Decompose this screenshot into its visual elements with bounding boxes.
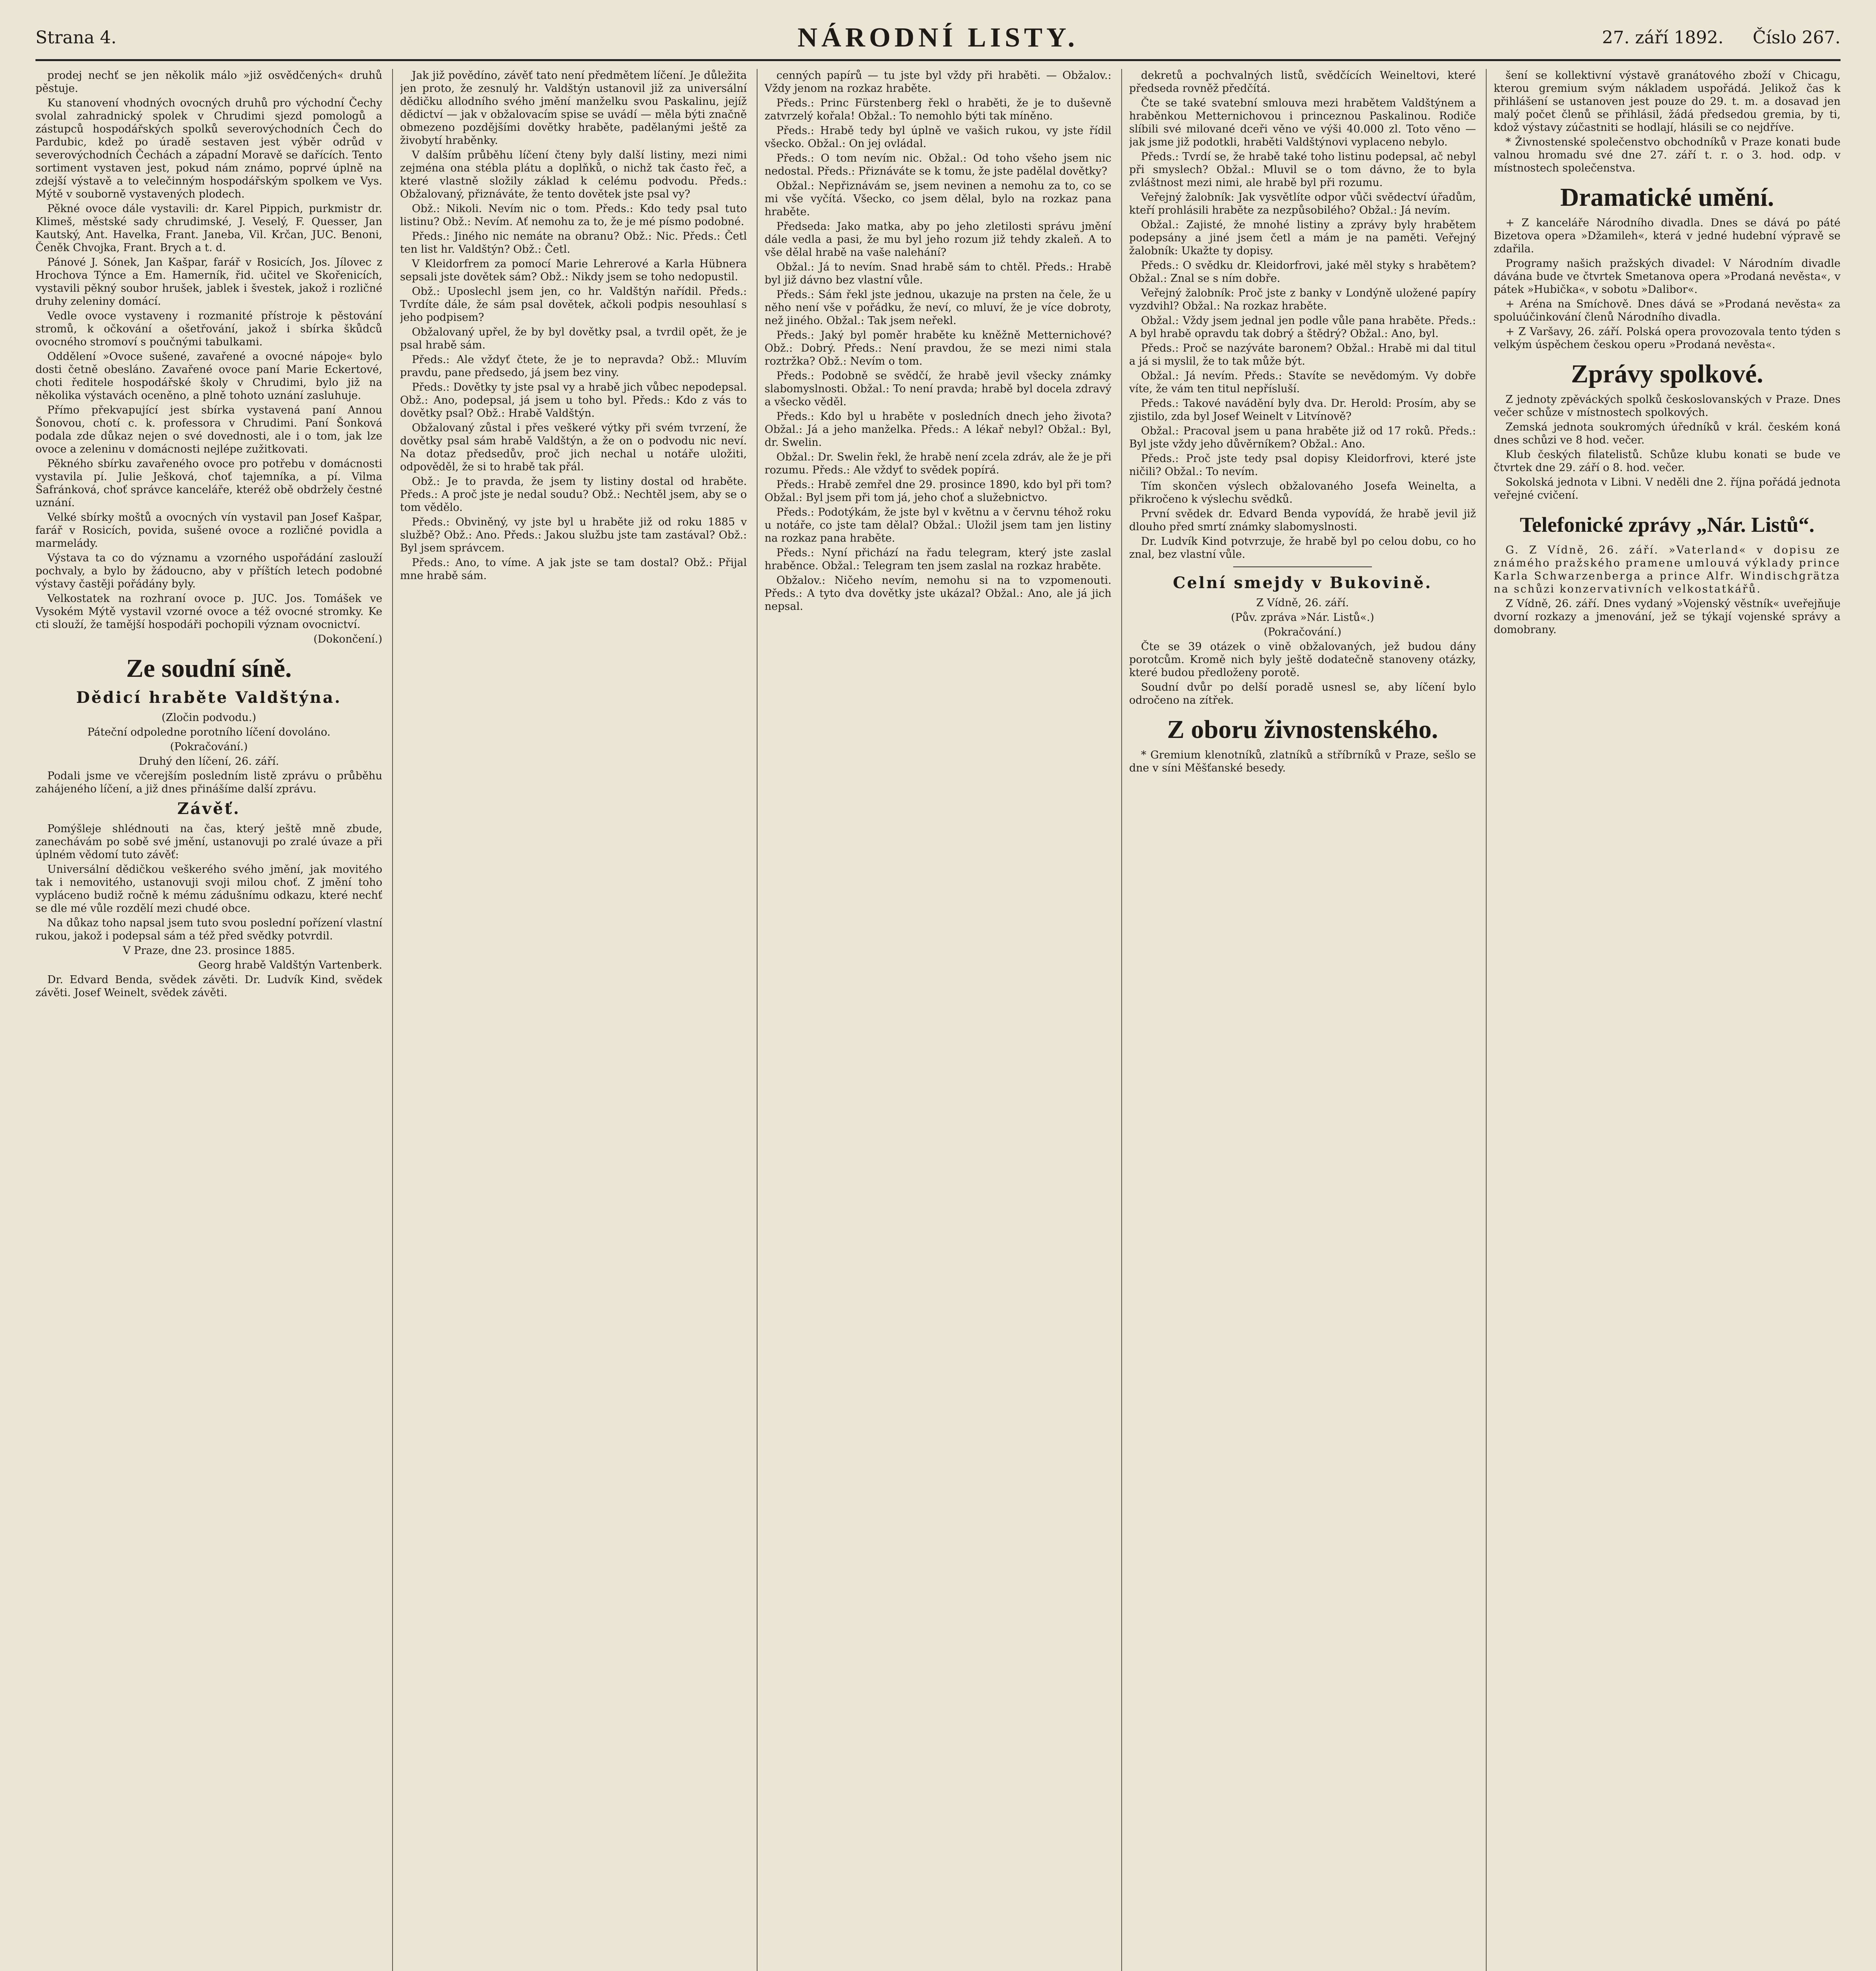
paragraph: Jak již povědíno, závěť tato není předmětem líčení. Je důležita jen proto, že zesnulý hr. Valdštýn ustanovil již za universální dědičku allodního svého jmění manželku svou Paskalinu, jejíž dědictví — jak v obžalovacím spise se uvádí — měla býti značně obmezeno pozdějšími dovětky hraběte, padělanými ještě za živobytí hraběnky. bbox=[400, 69, 747, 147]
paragraph: Obž.: Uposlechl jsem jen, co hr. Valdštýn nařídil. Předs.: Tvrdíte dále, že sám psal dovětek, ačkoli podpis nesouhlasí s jeho podpisem? bbox=[400, 285, 747, 324]
paragraph: Předs.: O svědku dr. Kleidorfrovi, jaké měl styky s hrabětem? Obžal.: Znal se s ním dobře. bbox=[1129, 259, 1476, 285]
continuation-tag: (Dokončení.) bbox=[313, 633, 382, 645]
paragraph: Předs.: Jiného nic nemáte na obranu? Obž.: Nic. Předs.: Četl ten list hr. Valdštýn? Obž.: Četl. bbox=[400, 230, 747, 255]
article-subtitle-2: Páteční odpoledne porotního líčení dovoláno. bbox=[87, 726, 331, 738]
paragraph: Předs.: Jaký byl poměr hraběte ku kněžně Metternichové? Obž.: Dobrý. Předs.: Není pravdou, že se mezi nimi stala roztržka? Obž.: Nevím o tom. bbox=[765, 329, 1111, 367]
paragraph: Dr. Ludvík Kind potvrzuje, že hrabě byl po celou dobu, co ho znal, bez vlastní vůle. bbox=[1129, 535, 1476, 561]
columns bbox=[35, 69, 1841, 1971]
paragraph: První svědek dr. Edvard Benda vypovídá, že hrabě jevil již dlouho před smrtí známky slabomyslnosti. bbox=[1129, 508, 1476, 533]
paragraph: Obžalovaný zůstal i přes veškeré výtky při svém tvrzení, že dovětky psal sám hrabě Valdštýn, a že on o podvodu nic neví. Na dotaz předsedův, proč jich nechal u notáře uložiti, odpověděl, že si to hrabě tak přál. bbox=[400, 422, 747, 473]
will-heading: Závěť. bbox=[177, 799, 241, 818]
paragraph: prodej nechť se jen několik málo »již osvědčených« druhů pěstuje. bbox=[35, 69, 382, 95]
paragraph: Předs.: Tvrdí se, že hrabě také toho listinu podepsal, ač nebyl při smyslech? Obžal.: Mluvil se o tom dávno, že to byla zvláštnost mezi nimi, ale hrabě byl při rozumu. bbox=[1129, 151, 1476, 189]
paragraph: + Z kanceláře Národního divadla. Dnes se dává po páté Bizetova opera »Džamileh«, která v jedné hudební výpravě se zdařila. bbox=[1494, 217, 1841, 255]
column-4 bbox=[1129, 69, 1476, 1971]
paragraph: Předseda: Jako matka, aby po jeho zletilosti správu jmění dále vedla a pasi, že mu byl jeho rozum již tehdy zkaleň. A to vše dělal hrabě na vaše nalehání? bbox=[765, 220, 1111, 259]
paragraph: Předs.: Nyní přichází na řadu telegram, který jste zaslal hraběnce. Obžal.: Telegram ten jsem zaslal na rozkaz hraběte. bbox=[765, 547, 1111, 572]
column-2 bbox=[400, 69, 747, 1971]
paragraph: Podali jsme ve včerejším posledním listě zprávu o průběhu zahájeného líčení, a již dnes přinášíme další zprávu. bbox=[35, 770, 382, 795]
article-heading-customs: Celní smejdy v Bukovině. bbox=[1173, 574, 1432, 592]
paragraph: Vedle ovoce vystaveny i rozmanité přístroje k pěstování stromů, k očkování a ošetřování, jakož i sbírka škůdců ovocného stromoví s poučnými tabulkami. bbox=[35, 310, 382, 348]
paragraph: Předs.: Princ Fürstenberg řekl o hraběti, že je to duševně zatvrzelý kořala! Obžal.: To nemohlo býti tak míněno. bbox=[765, 97, 1111, 122]
paragraph: cenných papírů — tu jste byl vždy při hraběti. — Obžalov.: Vždy jenom na rozkaz hraběte. bbox=[765, 69, 1111, 95]
column-3 bbox=[765, 69, 1111, 1971]
page-number: Strana 4. bbox=[35, 28, 117, 48]
paragraph: Předs.: Proč se nazýváte baronem? Obžal.: Hrabě mi dal titul a já si myslil, že to tak může být. bbox=[1129, 342, 1476, 367]
paragraph: + Aréna na Smíchově. Dnes dává se »Prodaná nevěsta« za spoluúčinkování členů Národního divadla. bbox=[1494, 298, 1841, 323]
paragraph: Předs.: Ano, to víme. A jak jste se tam dostal? Obž.: Přijal mne hrabě sám. bbox=[400, 557, 747, 582]
paragraph: Tím skončen výslech obžalovaného Josefa Weinelta, a přikročeno k výslechu svědků. bbox=[1129, 480, 1476, 505]
article-heading-trial: Dědicí hraběte Valdštýna. bbox=[76, 688, 342, 707]
paragraph: Z Vídně, 26. září. Dnes vydaný »Vojenský věstník« uveřejňuje dvorní rozkazy a jmenování, jež se týkají vojenské správy a domobrany. bbox=[1494, 598, 1841, 636]
section-heading-associations: Zprávy spolkové. bbox=[1571, 360, 1763, 388]
article-subtitle: (Zločin podvodu.) bbox=[161, 712, 257, 724]
paragraph: Universální dědičkou veškerého svého jmění, jak movitého tak i nemovitého, ustanovuji svoji milou choť. Z jmění toho vypláceno budiž ročně k mému zádušnímu odkazu, které nechť se dle mé vůle rozdělí mezi chudé obce. bbox=[35, 863, 382, 915]
paragraph: Obžal.: Vždy jsem jednal jen podle vůle pana hraběte. Předs.: A byl hrabě opravdu tak dobrý a štědrý? Obžal.: Ano, byl. bbox=[1129, 315, 1476, 340]
paragraph: Pěkného sbírku zavařeného ovoce pro potřebu v domácnosti vystavila pí. Julie Ješková, choť tajemníka, a pí. Vilma Šafránková, choť správce kanceláře, kteréž obě obdržely čestné uznání. bbox=[35, 458, 382, 509]
will-signature: Georg hrabě Valdštýn Vartenberk. bbox=[198, 959, 382, 971]
issue-number: Číslo 267. bbox=[1753, 28, 1841, 48]
paragraph: Velkostatek na rozhraní ovoce p. JUC. Jos. Tomášek ve Vysokém Mýtě vystavil vzorné ovoce a též ovocné stromky. Ke cti slouží, že tamější hospodáři pochopili význam ovocnictví. bbox=[35, 592, 382, 631]
paragraph: Předs.: Proč jste tedy psal dopisy Kleidorfrovi, které jste ničili? Obžal.: To nevím. bbox=[1129, 453, 1476, 478]
paragraph: Pěkné ovoce dále vystavili: dr. Karel Pippich, purkmistr dr. Klimeš, městské sady chrudimské, J. Veselý, F. Quesser, Jan Kautský, Ant. Havelka, Frant. Janeba, Vil. Krčan, JUC. Benoni, Čeněk Chvojka, Frant. Brych a t. d. bbox=[35, 203, 382, 254]
paragraph: Předs.: Dovětky ty jste psal vy a hrabě jich vůbec nepodepsal. Obž.: Ano, podepsal, já jsem u toho byl. Předs.: Kdo z vás to dovětky psal? Obž.: Hrabě Valdštýn. bbox=[400, 381, 747, 419]
paragraph: Obžal.: Já nevím. Předs.: Stavíte se nevědomým. Vy dobře víte, že vám ten titul nepřísluší. bbox=[1129, 370, 1476, 395]
trial-day: Druhý den líčení, 26. září. bbox=[139, 755, 279, 768]
paragraph: Předs.: Podobně se svědčí, že hrabě jevil všecky známky slabomyslnosti. Obžal.: To není pravda; hrabě byl docela zdravý a všecko věděl. bbox=[765, 370, 1111, 408]
will-witnesses: Dr. Edvard Benda, svědek závěti. Dr. Ludvík Kind, svědek závěti. Josef Weinelt, svědek závěti. bbox=[35, 974, 382, 999]
paragraph: Obžal.: Pracoval jsem u pana hraběte již od 17 roků. Předs.: Byl jste vždy jeho důvěrníkem? Obžal.: Ano. bbox=[1129, 425, 1476, 450]
paragraph: Předs.: Takové navádění byly dva. Dr. Herold: Prosím, aby se zjistilo, zda byl Josef Weinelt v Litvínově? bbox=[1129, 397, 1476, 423]
column-5 bbox=[1494, 69, 1841, 1971]
section-heading-drama: Dramatické umění. bbox=[1560, 183, 1774, 212]
paragraph: Veřejný žalobník: Proč jste z banky v Londýně uložené papíry vyzdvihl? Obžal.: Na rozkaz hraběte. bbox=[1129, 287, 1476, 312]
paragraph: šení se kollektivní výstavě granátového zboží v Chicagu, kterou gremium svým nákladem uspořádá. Jelikož čas k přihlášení se ustanoven jest pouze do 29. t. m. a dosavad jen malý počet členů se přihlásil, žádá předsedou gremia, by ti, kdož výstavy zúčastniti se hodlají, hlásili se co nejdříve. bbox=[1494, 69, 1841, 134]
column-1 bbox=[35, 69, 382, 1971]
paragraph: Předs.: Hrabě zemřel dne 29. prosince 1890, kdo byl při tom? Obžal.: Byl jsem při tom já, jeho choť a služebnictvo. bbox=[765, 479, 1111, 504]
paragraph: Obžalov.: Ničeho nevím, nemohu si na to vzpomenouti. Předs.: A tyto dva dovětky jste ukázal? Obžal.: Ano, ale já jich nepsal. bbox=[765, 574, 1111, 613]
masthead bbox=[35, 16, 1841, 61]
paragraph: Čte se také svatební smlouva mezi hrabětem Valdštýnem a hraběnkou Metternichovou i princeznou Paskalinou. Rodiče slíbili své milované dceři věno ve výši 40.000 zl. Toto věno — jak jsme již podotkli, hraběti Valdštýnovi vyplaceno nebylo. bbox=[1129, 97, 1476, 148]
paragraph: Přímo překvapující jest sbírka vystavená paní Annou Šonovou, chotí c. k. professora v Chrudimi. Paní Šonková podala zde důkaz nejen o své dovednosti, ale i o tom, jak lze ovoce a zeleninu v domácnosti nejlépe zužitkovati. bbox=[35, 404, 382, 455]
section-rule bbox=[1233, 566, 1372, 567]
paragraph: Na důkaz toho napsal jsem tuto svou poslední pořízení vlastní rukou, jakož i podepsal sám a též před svědky potvrdil. bbox=[35, 917, 382, 942]
paragraph: Předs.: Podotýkám, že jste byl v květnu a v červnu téhož roku u notáře, co jste tam dělal? Obžal.: Uložil jsem tam jen listiny na rozkaz pana hraběte. bbox=[765, 506, 1111, 544]
paragraph: Obžal.: Zajisté, že mnohé listiny a zprávy byly hrabětem podepsány a jiné jsem četl a mám je na paměti. Veřejný žalobník: Ukažte ty dopisy. bbox=[1129, 219, 1476, 257]
column-divider bbox=[1486, 69, 1487, 1971]
paragraph: Předs.: Obviněný, vy jste byl u hraběte již od roku 1885 v službě? Obž.: Ano. Předs.: Jakou službu jste tam zastával? Obž.: Byl jsem správcem. bbox=[400, 516, 747, 554]
continuation-note: (Pokračování.) bbox=[1264, 626, 1342, 638]
section-heading-telephone: Telefonické zprávy „Nár. Listů“. bbox=[1520, 513, 1815, 537]
source-note: (Pův. zpráva »Nár. Listů«.) bbox=[1231, 611, 1374, 624]
paragraph: V dalším průběhu líčení čteny byly další listiny, mezi nimi zejména ona stébla plátu a doplňků, o nichž tak často řeč, a které vlastně složily základ k celému podvodu. Předs.: Obžalovaný, přiznáváte, že tento dovětek jste psal vy? bbox=[400, 149, 747, 200]
paragraph: Obžal.: Já to nevím. Snad hrabě sám to chtěl. Předs.: Hrabě byl již dávno bez vlastní vůle. bbox=[765, 261, 1111, 286]
paragraph: Obžal.: Dr. Swelin řekl, že hrabě není zcela zdráv, ale že je při rozumu. Předs.: Ale vždyť to svědek popírá. bbox=[765, 451, 1111, 476]
paragraph: dekretů a pochvalných listů, svědčících Weineltovi, které předseda rovněž předčítá. bbox=[1129, 69, 1476, 95]
paragraph: Předs.: Sám řekl jste jednou, ukazuje na prsten na čele, že u něho není vše v pořádku, že neví, co mluví, že je více dobroty, než jiného. Obžal.: Tak jsem neřekl. bbox=[765, 289, 1111, 327]
section-heading-court: Ze soudní síně. bbox=[126, 654, 292, 683]
paragraph: * Živnostenské společenstvo obchodníků v Praze konati bude valnou hromadu své dne 27. září t. r. o 3. hod. odp. v místnostech společenstva. bbox=[1494, 136, 1841, 174]
newspaper-title: NÁRODNÍ LISTY. bbox=[797, 22, 1079, 53]
paragraph: + Z Varšavy, 26. září. Polská opera provozovala tento týden s velkým úspěchem českou operu »Prodaná nevěsta«. bbox=[1494, 326, 1841, 351]
paragraph: Obž.: Nikoli. Nevím nic o tom. Předs.: Kdo tedy psal tuto listinu? Obž.: Nevím. Ať nemohu za to, že je mé písmo podobné. bbox=[400, 203, 747, 228]
paragraph: Předs.: Kdo byl u hraběte v posledních dnech jeho života? Obžal.: Já a jeho manželka. Předs.: A lékař nebyl? Obžal.: Byl, dr. Swelin. bbox=[765, 410, 1111, 449]
paragraph: Z jednoty zpěváckých spolků českoslovanských v Praze. Dnes večer schůze v místnostech spolkových. bbox=[1494, 393, 1841, 419]
issue-info bbox=[1578, 28, 1841, 48]
paragraph: G. Z Vídně, 26. září. »Vaterland« v dopisu ze známého pražského pramene umlouvá výklady prince Karla Schwarzenberga a prince Alfr. Windischgrätza na schůzi konzervativních velkostatkářů. bbox=[1494, 544, 1841, 595]
paragraph: Zemská jednota soukromých úředníků v král. českém koná dnes schůzi ve 8 hod. večer. bbox=[1494, 421, 1841, 446]
paragraph: Obžal.: Nepřiznávám se, jsem nevinen a nemohu za to, co se mi vše vyčítá. Všecko, co jsem dělal, bylo na rozkaz pana hraběte. bbox=[765, 180, 1111, 218]
paragraph: Veřejný žalobník: Jak vysvětlíte odpor vůči svědectví úřadům, kteří prohlásili hraběte za nezpůsobilého? Obžal.: Já nevím. bbox=[1129, 191, 1476, 216]
paragraph: Výstava ta co do významu a vzorného uspořádání zaslouží pochvaly, a bylo by žádoucno, aby v příštích letech podobné výstavy častěji pořádány byly. bbox=[35, 552, 382, 590]
will-date: V Praze, dne 23. prosince 1885. bbox=[123, 945, 295, 957]
paragraph: Obžalovaný upřel, že by byl dovětky psal, a tvrdil opět, že je psal hrabě sám. bbox=[400, 326, 747, 351]
column-divider bbox=[392, 69, 393, 1971]
section-heading-trade: Z oboru živnostenského. bbox=[1167, 715, 1438, 744]
paragraph: * Gremium klenotníků, zlatníků a stříbrníků v Praze, sešlo se dne v síni Měšťanské besedy. bbox=[1129, 749, 1476, 774]
paragraph: Předs.: Ale vždyť čtete, že je to nepravda? Obž.: Mluvím pravdu, pane předsedo, já jsem bez viny. bbox=[400, 354, 747, 379]
dateline: Z Vídně, 26. září. bbox=[1256, 597, 1349, 609]
paragraph: Oddělení »Ovoce sušené, zavařené a ovocné nápoje« bylo dosti četně obesláno. Zavařené ovoce paní Marie Eckertové, choti ředitele hospodářské školy v Chrudimi, bylo již na několika výstavách oceněno, a plně tohoto uznání zasluhuje. bbox=[35, 350, 382, 402]
paragraph: Velké sbírky moštů a ovocných vín vystavil pan Josef Kašpar, farář v Rosicích, povida, sušené ovoce a rozličné povidla a marmelády. bbox=[35, 511, 382, 550]
paragraph: Pánové J. Sónek, Jan Kašpar, farář v Rosicích, Jos. Jílovec z Hrochova Týnce a Em. Hamerník, řid. učitel ve Skořenicích, vystavili pěkný soubor hrušek, jablek i švestek, jakož i rozličné druhy zeleniny domácí. bbox=[35, 256, 382, 307]
paragraph: Klub českých filatelistů. Schůze klubu konati se bude ve čtvrtek dne 29. září o 8. hod. večer. bbox=[1494, 449, 1841, 474]
paragraph: Pomýšleje shlédnouti na čas, který ještě mně zbude, zanechávám po sobě své jmění, ustanovuji po zralé úvaze a při úplném vědomí tuto závěť: bbox=[35, 823, 382, 861]
paragraph: Soudní dvůr po delší poradě usnesl se, aby líčení bylo odročeno na zítřek. bbox=[1129, 681, 1476, 706]
paragraph: Obž.: Je to pravda, že jsem ty listiny dostal od hraběte. Předs.: A proč jste je nedal soudu? Obž.: Nechtěl jsem, aby se o tom vědělo. bbox=[400, 475, 747, 514]
paragraph: Sokolská jednota v Libni. V neděli dne 2. října pořádá jednota veřejné cvičení. bbox=[1494, 476, 1841, 501]
paragraph: V Kleidorfrem za pomocí Marie Lehrerové a Karla Hübnera sepsali jste dovětek sám? Obž.: Nikdy jsem se toho nedopustil. bbox=[400, 258, 747, 283]
continuation-note: (Pokračování.) bbox=[170, 741, 248, 753]
paragraph: Předs.: O tom nevím nic. Obžal.: Od toho všeho jsem nic nedostal. Předs.: Přiznáváte se k tomu, že jste padělal dovětky? bbox=[765, 152, 1111, 177]
paragraph: Předs.: Hrabě tedy byl úplně ve vašich rukou, vy jste řídil všecko. Obžal.: On jej ovládal. bbox=[765, 125, 1111, 150]
paragraph: Ku stanovení vhodných ovocných druhů pro východní Čechy svolal zahradnický spolek v Chrudimi sjezd pomologů a zástupců hospodářských spolků severovýchodních Čech do Pardubic, kdež po úradě sestaven jest výběr odrůd v severovýchodních Čechách a západní Moravě se dařících. Tento sortiment vystaven jest, pokud nám známo, poprvé úplně na zdejší výstavě a to velečinným hospodářským spolkem ve Vys. Mýtě v souborně vystavených plodech. bbox=[35, 97, 382, 200]
column-divider bbox=[1121, 69, 1122, 1971]
paragraph: Programy našich pražských divadel: V Národním divadle dávána bude ve čtvrtek Smetanova opera »Prodaná nevěsta«, v pátek »Hubička«, v sobotu »Dalibor«. bbox=[1494, 257, 1841, 296]
paragraph: Čte se 39 otázek o vině obžalovaných, jež budou dány porotcům. Kromě nich byly ještě dodatečně stanoveny otázky, které budou předloženy porotě. bbox=[1129, 641, 1476, 679]
issue-date: 27. září 1892. bbox=[1602, 28, 1724, 48]
